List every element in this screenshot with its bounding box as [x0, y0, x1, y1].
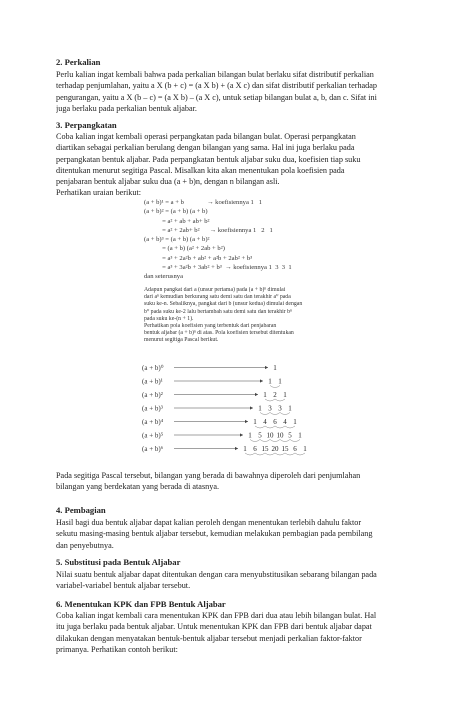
pascal-row-label: (a + b)⁶ — [142, 445, 164, 453]
pascal-sum-arc — [280, 440, 290, 442]
pascal-arrowhead — [260, 379, 263, 382]
pascal-sum-arc — [265, 453, 275, 455]
paragraph-substitusi: Nilai suatu bentuk aljabar dapat ditentukan dengan cara menyubstitusikan sebarang bilangan pada variabel-variabel bentuk aljabar tersebut. — [56, 570, 377, 591]
pascal-arrowhead — [245, 420, 248, 423]
pascal-sum-arc — [275, 426, 285, 428]
pascal-coefficient: 1 — [273, 364, 277, 372]
pascal-coefficient: 1 — [268, 377, 272, 386]
pascal-triangle-figure — [140, 360, 340, 460]
pascal-coefficient: 1 — [243, 445, 247, 453]
pascal-sum-arc — [255, 453, 265, 455]
pascal-coefficient: 1 — [258, 404, 262, 413]
paragraph-perpangkatan: Coba kalian ingat kembali operasi perpangkatan pada bilangan bulat. Operasi perpangkatan diartikan sebagai perkalian berulang dengan bilangan yang sama. Hal ini juga berlaku pada perpangkatan bentuk aljabar. Pada perpangkatan bentuk aljabar suku dua, koefisien tiap suku ditentukan menurut segitiga Pascal. Misalkan kita akan menentukan pola koefisien pada penjabaran bentuk aljabar suku dua (a + b)n, dengan n bilangan asli. Perhatikan uraian berikut: — [56, 132, 361, 198]
pascal-arrowhead — [255, 393, 258, 396]
pascal-sum-arc — [260, 440, 270, 442]
pascal-row-label: (a + b)⁴ — [142, 418, 164, 426]
pascal-sum-arc — [250, 440, 260, 442]
paragraph-pascal-note: Pada segitiga Pascal tersebut, bilangan yang berada di bawahnya diperoleh dari penjumlahan bilangan yang berdekatan yang berada di atasnya. — [56, 471, 361, 492]
pascal-coefficient: 6 — [253, 445, 257, 453]
section-heading-perkalian: 2. Perkalian — [56, 57, 101, 67]
section-heading-pembagian: 4. Pembagian — [56, 505, 106, 515]
pascal-sum-arc — [255, 426, 265, 428]
pascal-coefficient: 1 — [253, 418, 257, 426]
pascal-sum-arc — [245, 453, 255, 455]
pascal-arrowhead — [250, 406, 253, 409]
pascal-coefficient: 1 — [263, 391, 267, 399]
pascal-coefficient: 5 — [288, 431, 292, 440]
section-heading-kpk-fpb: 6. Menentukan KPK dan FPB Bentuk Aljabar — [56, 599, 226, 609]
paragraph-perkalian: Perlu kalian ingat kembali bahwa pada perkalian bilangan bulat berlaku sifat distributif perkalian terhadap penjumlahan, yaitu a X (b + c) = (a X b) + (a X c) dan sifat distributif perkalian terhadap pengurangan, yaitu a X (b – c) = (a X b) – (a X c), untuk setiap bilangan bulat a, b, dan c. Sifat ini juga berlaku pada perkalian bentuk aljabar. — [56, 70, 377, 113]
pascal-coefficient: 5 — [258, 431, 262, 440]
pascal-arrowhead — [265, 366, 268, 369]
pascal-coefficient: 20 — [271, 445, 279, 453]
pascal-coefficient: 1 — [293, 418, 297, 426]
pascal-row-label: (a + b)⁵ — [142, 431, 164, 440]
pascal-sum-arc — [285, 426, 295, 428]
pascal-sum-arc — [270, 440, 280, 442]
pascal-coefficient: 10 — [266, 431, 274, 440]
pascal-coefficient: 10 — [276, 431, 284, 440]
pascal-sum-arc — [265, 399, 275, 401]
pascal-coefficient: 3 — [278, 404, 282, 413]
pascal-coefficient: 6 — [293, 445, 297, 453]
pascal-coefficient: 2 — [273, 391, 277, 399]
pascal-coefficient: 1 — [283, 391, 287, 399]
pascal-coefficient: 4 — [283, 418, 287, 426]
section-heading-substitusi: 5. Substitusi pada Bentuk Aljabar — [56, 557, 181, 567]
pascal-coefficient: 1 — [298, 431, 302, 440]
pascal-coefficient: 1 — [248, 431, 252, 440]
paragraph-kpk-fpb: Coba kalian ingat kembali cara menentukan KPK dan FPB dari dua atau lebih bilangan bulat. Hal itu juga berlaku pada bentuk aljabar. Untuk menentukan KPK dan FPB dari bentuk aljabar dapat dilakukan dengan menyatakan bentuk-bentuk aljabar tersebut menjadi perkalian faktor-faktor primanya. Perhatikan contoh berikut: — [56, 611, 377, 654]
pascal-sum-arc — [265, 426, 275, 428]
pascal-coefficient: 6 — [273, 418, 277, 426]
pascal-sum-arc — [280, 413, 290, 415]
binomial-expansion-figure: (a + b)¹ = a + b → koefisiennya 1 1 (a + b)² = (a + b) (a + b) = a² + ab + ab+ b² = a² + 2ab+ b² → koefisiennya 1 2 1 (a + b)³ = (a + b) (a + b)² = (a + b) (a² + 2ab + b²) = a³ + 2a²b + ab² + a²b + 2ab² + b³ = a³ + 3a²b + 3ab² + b³ → koefisiennya 1 3 3 1 dan seterusnya — [144, 199, 292, 281]
pascal-sum-arc — [270, 413, 280, 415]
pascal-arrowhead — [240, 433, 243, 436]
pascal-coefficient: 1 — [288, 404, 292, 413]
pascal-row-label: (a + b)⁰ — [142, 364, 164, 372]
pascal-coefficient: 3 — [268, 404, 272, 413]
pascal-coefficient: 15 — [281, 445, 289, 453]
pascal-coefficient: 4 — [263, 418, 267, 426]
pascal-sum-arc — [295, 453, 305, 455]
pascal-sum-arc — [275, 399, 285, 401]
pascal-sum-arc — [290, 440, 300, 442]
pascal-sum-arc — [285, 453, 295, 455]
paragraph-pembagian: Hasil bagi dua bentuk aljabar dapat kalian peroleh dengan menentukan terlebih dahulu faktor sekutu masing-masing bentuk aljabar tersebut, kemudian melakukan pembagian pada pembilang dan penyebutnya. — [56, 518, 373, 550]
pascal-row-label: (a + b)¹ — [142, 377, 163, 386]
figure-explanation: Adapun pangkat dari a (unsur pertama) pada (a + b)ⁿ dimulai dari aⁿ kemudian berkurang satu demi satu dan terakhir a⁰ pada suku ke-n. Sebaliknya, pangkat dari b (unsur kedua) dimulai dengan b⁰ pada suku ke-2 lalu bertambah satu demi satu dan terakhir bⁿ pada suku ke-(n + 1). Perhatikan pola koefisien yang terbentuk dari penjabaran bentuk aljabar (a + b)ⁿ di atas. Pola koefisien tersebut ditentukan menurut segitiga Pascal berikut. — [144, 287, 303, 344]
pascal-sum-arc — [270, 386, 280, 388]
pascal-arrowhead — [235, 447, 238, 450]
section-heading-perpangkatan: 3. Perpangkatan — [56, 120, 117, 130]
pascal-coefficient: 1 — [278, 377, 282, 386]
pascal-sum-arc — [260, 413, 270, 415]
pascal-coefficient: 1 — [303, 445, 307, 453]
pascal-sum-arc — [275, 453, 285, 455]
pascal-row-label: (a + b)³ — [142, 404, 163, 413]
pascal-row-label: (a + b)² — [142, 391, 163, 399]
pascal-coefficient: 15 — [261, 445, 269, 453]
